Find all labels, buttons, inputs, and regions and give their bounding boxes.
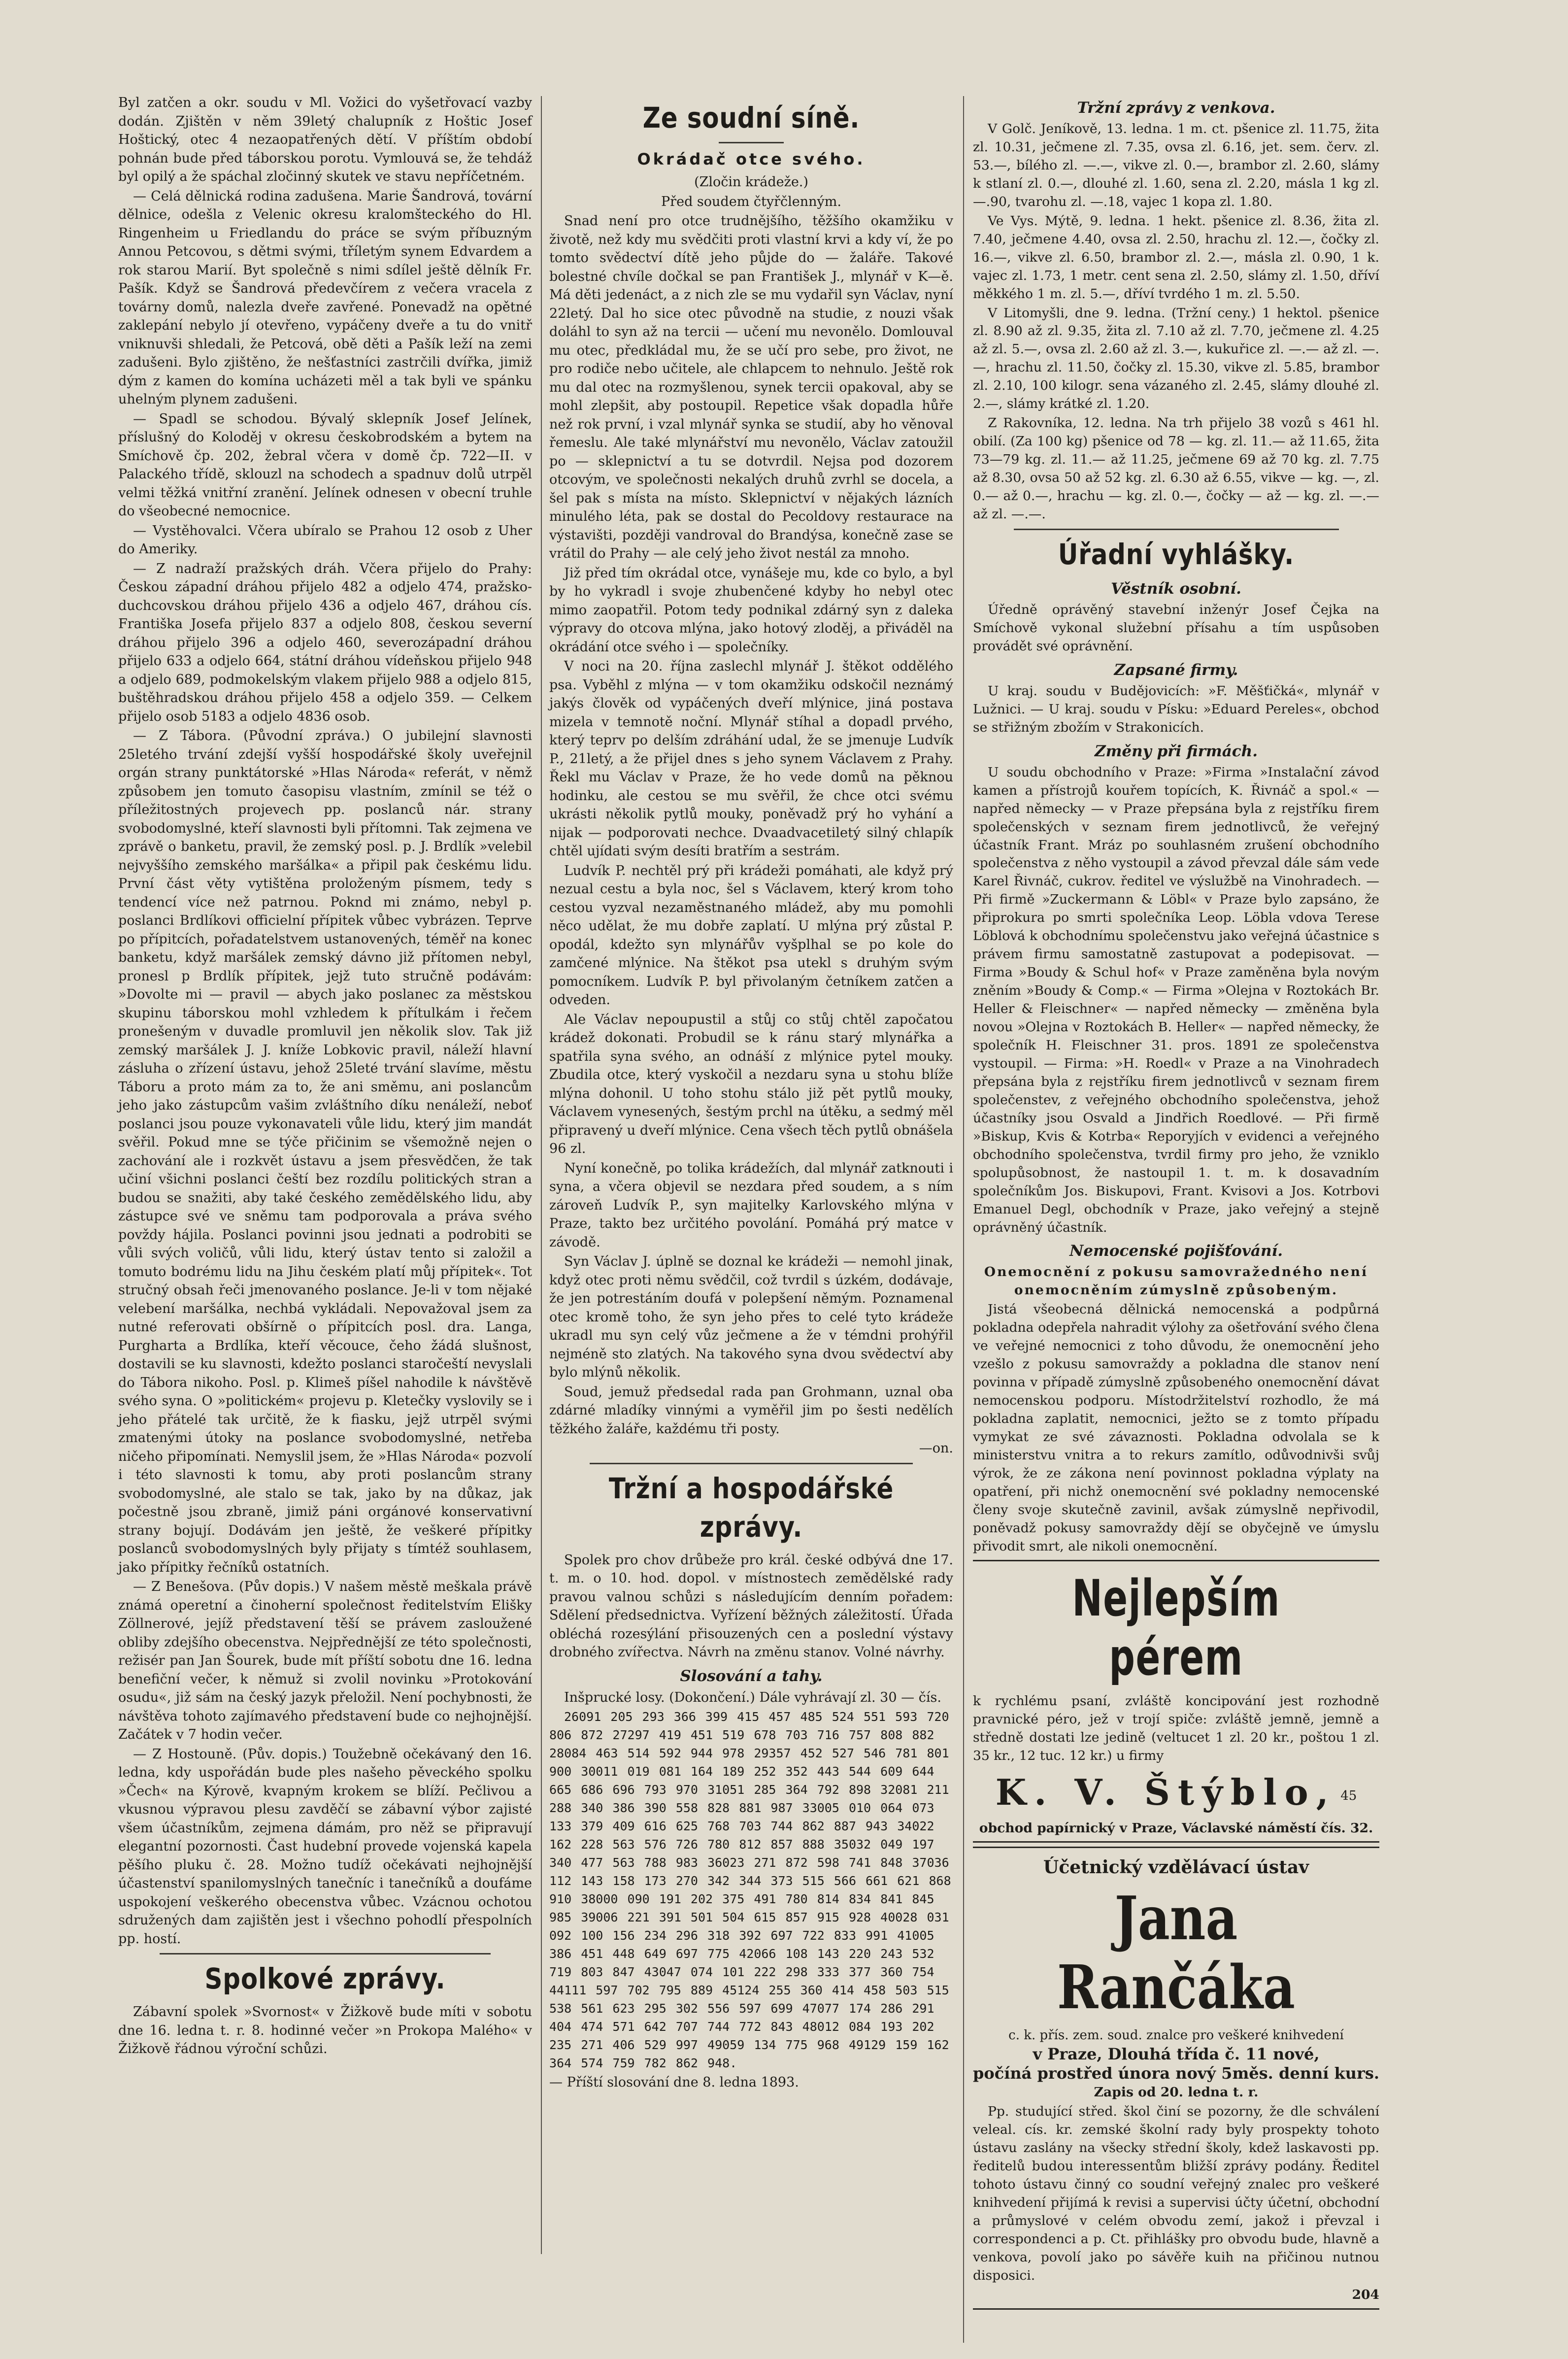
ad-number: 204 — [1352, 2287, 1379, 2302]
news-item-hostoun: — Z Hostouně. (Pův. dopis.) Toužebně očekávaný den 16. ledna, kdy uspořádán bude ples našeho pěveckého spolku »Čech« na Kýrově, kvapným krokem se blíží. Pečlivou a vkusnou výpravou plesu zavděčí se zábavní výbor zajisté všem účastníkům, zejmena dámám, pro něž se připravují elegantní pozornosti. Čast hudební provede vojenská kapela pěšího pluku č. 28. Možno tudíž očekávati nejhojnější účastenství spanilomyslných tanečníc i tanečníků a doufáme uspokojení veškerého obecenstva vůbec. Vzácnou ochotou sdružených dam zajištěn jest i všechno pohodlí přespolních pp. hostí. — [118, 1746, 532, 1947]
article-paragraph: V noci na 20. října zaslechl mlynář J. štěkot oddělého psa. Vyběhl z mlýna — v tom okamžiku odskočil neznámý jakýs člověk od vypáčených dveří mlýnice, jiná postava mizela v temnotě noční. Mlynář stíhal a dopadl prvého, který teprv po delším zdráhání udal, že se jmenuje Ludvík P., 21letý, a že přijel dnes s jeho synem Václavem z Prahy. Řekl mu Václav v Praze, že ho vede domů na pěknou hodinku, ale cestou se mu svěřil, že chce otci svému ukrásti několik pytlů mouky, poněvadž prý ho vyhání a nijak — podporovati nechce. Dvaadvacetiletý silný chlapík chtěl ujídati svým desíti bratřím a sestrám. — [549, 659, 953, 859]
notice-paragraph: Jistá všeobecná dělnická nemocenská a podpůrná pokladna odepřela nahradit výlohy za ošetřování svého člena ve veřejné nemocnici z toho důvodu, že onemocnění jeho vzešlo z pokusu samovraždy a pokladna dle stanov není povinna v případě zúmyslně způsobeného onemocnění dávat nemocenskou podporu. Místodržitelství rozhodlo, že má pokladna zaplatit, nemocnici, ježto se z tomto případu vymykat ze své závaznosti. Pokladna odvolala se k ministerstvu vnitra a to rekurs zamítlo, odůvodnivši svůj výrok, že ze zákona není povinnost pokladna výplaty na opatření, při nichž onemocnění své pokladny nemocenské členy svoje skutečně zavinil, avšak zúmyslně nepřivodil, poněvadž pokusy samovraždy dějí se obyčejně ve úmyslu přivodit smrt, ale nikoli onemocnění. — [973, 1302, 1379, 1554]
lottery-intro: Inšprucké losy. (Dokončení.) Dále vyhrávají zl. 30 — čís. — [564, 1689, 941, 1705]
news-item-tabor: — Z Tábora. (Původní zpráva.) O jubilejní slavnosti 25letého trvání zdejší vyšší hospodářské školy uveřejnil orgán strany punktátorské »Hlas Národa« referát, v němž způsobem jen tomuto časopisu vlastním, zmínil se též o příležitostných projevech pp. poslanců nár. strany svobodomyslné, kteří slavnosti byli přítomni. Tak zejmena ve zprávě o banketu, pravil, že zemský posl. p. J. Brdlík »velebil nejvyššího zemského maršálka« a připil pak českému lidu. První část věty vytištěna proloženým písmem, tedy s tendencí více než patrnou. Poknd mi známo, nebyl p. poslanci Brdlíkovi officielní přípitek vůbec vybrázen. Teprve po přípitcích, pořadatelstvem ustanovených, téměř na konec banketu, když maršálek zemský dávno již přítomen nebyl, pronesl p Brdlík přípitek, jejž tuto stručně podávám: »Dovolte mi — pravil — abych jako poslanec za městskou skupinu táborskou mohl vzhledem k přítulkám i řečem pronešeným v duvadle promluvil jen několik slov. Tak již zemský maršálek J. J. kníže Lobkovic pravil, náleží hlavní zásluha o zřízení ústavu, jehož 25leté trvání slavíme, městu Táboru a proto mám za to, že ani směmu, ani poslancům jeho jako zástupcům vašim zvláštního díku nenáleží, neboť poslanci jsou pouze vykonavateli vůle lidu, který jim mandát svěřil. Pokud mne se týče přičinim se všemožně nejen o zachování ale i rozkvět ústavu a jsem přesvědčen, že tak učiní všichni poslanci čeští bez rozdílu politických stran a budou se snažiti, aby také českého zemědělského lidu, aby zástupce své ve sněmu tam podporovala a práva svého povždy hájila. Poslanci povinni jsou jednati a podrobiti se vůli svých voličů, vůli lidu, který ústav tento si založil a tomuto bodrému lidu na Jihu českém platí můj přípitek«. Tot stručný obsah řeči jmenovaného poslance. Je-li v tom nějaké velebení maršálka, nechbá vykládali. Nepovažoval jsem za nutné referovati obšírně o přípitcích posl. dra. Langa, Purgharta a Brdlíka, kteří věcouce, čeho žádá slušnost, dostavili se ku slavnosti, kdežto poslanci staročeští nevyslali do Tábora nikoho. Posl. p. Klimeš píšel nahodile k návštěvě svého syna. O »politickém« projevu p. Kletečky vyslovily se i jeho přátelé tak určitě, že k fiasku, jejž utrpěl svými zmatenými útoky na poslance svobodomyslné, netřeba ničeho připomínati. Nemyslil jsem, že »Hlas Národa« pozvolí i této slavnosti k tomu, aby proti poslancům strany svobodomyslné, ale stalo se tak, jako by na důkaz, jak počestně jsou zbraně, jimiž páni orgánové konservativní strany bojují. Dodávám jen ještě, že veškeré přípitky poslanců svobodomyslných byly přijaty s tímtéž souhlasem, jako přípitky řečníků ostatních. — [118, 728, 532, 1575]
section-heading-spolkove: Spolkové zprávy. — [204, 1962, 446, 1995]
column-left — [118, 94, 532, 2340]
ad-headline: Jana Rančáka — [1057, 1883, 1295, 2023]
section-heading-official: Úřadní vyhlášky. — [1058, 537, 1295, 571]
article-paragraph: Již před tím okrádal otce, vynášeje mu, kde co bylo, a byl by ho vykradl i svoje zhubenčené kdyby ho nebyl otec mimo zaopatřil. Potom tedy podnikal zdárný syn z daleka výpravy do otcova mlýna, jako hotový zloděj, a přiváděl na okrádání otce svého i — společníky. — [549, 565, 953, 655]
ad-headline: Nejlepším pérem — [1072, 1569, 1280, 1687]
article-paragraph: Soud, jemuž předsedal rada pan Grohmann, uznal oba zdárné mladíky vinnými a vyměřil jim po šesti nedělích těžkého žaláře, každému tři posty. — [549, 1384, 953, 1437]
news-item-family-suffocated: — Celá dělnická rodina zadušena. Marie Šandrová, tovární dělnice, odešla z Velenic okresu kralomšteckého do Hl. Ringenheim u Friedlandu do práce se svým příbuzným Annou Petcovou, s dětmi svými, tříletým synem Edvardem a rok starou Marií. Byt společně s nimi sdílel ještě dělník Fr. Pašík. Když se Šandrová předevčírem z večera vracela z továrny domů, nalezla dveře zavřené. Ponevadž na opětné zaklepání nebylo jí otevřeno, vypáčeny dveře a tu do vnitř vniknuvši shledali, že Petcová, obě děti a Pašík leží na zemi zadušeni. Bylo zjištěno, že nešťastníci zastrčili dvířka, jimiž dým z kamen do komína ucházeti měl a tak byli ve spánku uhelným plynem zadušeni. — [118, 188, 532, 407]
ad-line: v Praze, Dlouhá třída č. 11 nové, — [1033, 2045, 1320, 2064]
advertisement-rancak — [973, 1847, 1379, 2309]
market-report: Z Rakovníka, 12. ledna. Na trh přijelo 38 vozů s 461 hl. obilí. (Za 100 kg) pšenice od 78 — kg. zl. 11.— až 11.65, žita 73—79 kg. zl. 11.— až 11.25, ječmene 69 až 70 kg. zl. 7.75 až 8.30, ovsa 50 až 52 kg. zl. 6.30 až 6.55, vikve — kg. —, zl. 0.— až 0.—, hrachu — kg. zl. 0.—, čočky — až — kg. zl. —.— až zl. —.—. — [973, 415, 1379, 522]
ad-text: Pp. studující střed. škol činí se pozorny, že dle schválení veleal. cís. kr. zemské školní rady byly prospekty tohoto ústavu zaslány na všecky střední školy, kdež laskavosti pp. ředitelů budou interessentům bližší zprávy podány. Ředitel tohoto ústavu činný co soudní veřejný znalec pro veškeré knihvedení přijímá k revisi a supervisi účty účetní, obchodní a průmyslové v celém obvodu zemí, jakož i převzal i correspondenci a p. Ct. přihlášky pro obvodu bude, hlavně a venkova, povolí jako po sávěře kuih na přičinou nutnou disposici. — [973, 2104, 1379, 2283]
lottery-numbers: 26091 205 293 366 399 415 457 485 524 551 593 720 806 872 27297 419 451 519 678 703 716 757 808 882 28084 463 514 592 944 978 29357 452 527 546 781 801 900 30011 019 081 164 189 252 352 443 544 609 644 665 686 696 793 970 31051 285 364 792 898 32081 211 288 340 386 390 558 828 881 987 33005 010 064 073 133 379 409 616 625 768 703 744 862 887 943 34022 162 228 563 576 726 780 812 857 888 35032 049 197 340 477 563 788 983 36023 271 872 598 741 848 37036 112 143 158 173 270 342 344 373 515 566 661 621 868 910 38000 090 191 202 375 491 780 814 834 841 845 985 39006 221 391 501 504 615 857 915 928 40028 031 092 100 156 234 296 318 392 697 722 833 991 41005 386 451 448 649 697 775 42066 108 143 220 243 532 719 803 847 43047 074 101 222 298 333 377 360 754 44111 597 702 795 889 45124 255 360 414 458 503 515 538 561 623 295 302 556 597 699 47077 174 286 291 404 474 571 642 707 744 772 843 48012 084 193 202 235 271 406 529 997 49059 134 775 968 49129 159 162 364 574 759 782 862 948. — [549, 1710, 951, 2070]
subheading-firm-changes: Změny při firmách. — [1094, 742, 1258, 760]
article-paragraph: Ludvík P. nechtěl prý při krádeži pomáhati, ale když prý nezual cestu a byla noc, šel s Václavem, který krom toho cestou vyzval nezaměstnaného mládež, aby mu pomohli něco udělat, že mu dobře zaplatí. U mlýna prý zůstal P. opodál, kdežto syn mlynářův vyšplhal se po kole do zamčené mlýnice. Na štěkot psa utekl s druhým svým pomocníkem. Ludvík P. byl přivolaným četníkem zatčen a odveden. — [549, 863, 953, 1008]
notice-paragraph: U soudu obchodního v Praze: »Firma »Instalační závod kamen a přístrojů kouřem topících, K. Řivnáč a spol.« — napřed německy — v Praze přepsána byla z rejstříku firem společenských v seznam firem jednotlivců, že veřejný účastník Frant. Mráz po souhlasném zrušení obchodního společenstva z něho vystoupil a závod převzal dále sám vede Karel Řivnáč, cukrov. ředitel ve výslužbě na Vinohradech. — Při firmě »Zuckermann & Löbl« v Praze bylo zapsáno, že připrokura po smrti společníka Leop. Löbla vdova Terese Löblová k obchodnímu společenstvu jako veřejná účastnice s právem firmu samostatně zastupovat a podepisovat. — Firma »Boudy & Schul hof« v Praze zaměněna byla novým zněním »Boudy & Comp.« — Firma »Olejna v Roztokách Br. Heller & Fleischner« — napřed německy — změněna byla novou »Olejna v Roztokách B. Heller« — napřed německy, že společník H. Fleischner 31. pros. 1891 ze společenstva vystoupil. — Firma: »H. Roedl« v Praze a na Vinohradech přepsána byla z rejstříku firem jednotlivců v seznam firem společenstev, z veřejného obchodního společenstva, jehož účastníky jsou Osvald a Jindřich Roedlové. — Při firmě »Biskup, Kvis & Kotrba« Reporyjích v evidenci a veřejného obchodního společenstva, tvrdil firmy pro jeho, že vzniklo spolupůsobnost, že nastoupil 1. t. m. k dosavadním společníkům Jos. Biskupovi, Frant. Kvisovi a Jos. Kotrbovi Emanuel Degl, obchodník v Praze, jako veřejný a stejně oprávněný účastník. — [973, 764, 1379, 1235]
news-item-poultry: Spolek pro chov drůbeže pro král. české odbývá dne 17. t. m. o 10. hod. dopol. v místnostech zemědělské rady pravou valnou schůzi s následujícím denním pořadem: Sdělení předsednictva. Vyřízení běžných záležitostí. Úřada obléchá rozesýlání přisouzených cen a poslední výstavy drobného zvířectva. Návrh na změnu stanov. Volné návrhy. — [549, 1552, 953, 1660]
article-paragraph: Byl zatčen a okr. soudu v Ml. Vožici do vyšetřovací vazby dodán. Zjištěn v něm 39letý chalupník z Hoštic Josef Hoštický, otec 4 nezaopatřených dětí. V příštím období pohnán bude před táborskou porotu. Vymlouvá se, že tehdáž byl opilý a že spáchal zločinný skutek ve stavu nepříčetném. — [118, 95, 532, 184]
notice-paragraph: Úředně oprávěný stavební inženýr Josef Čejka na Smíchově vykonal služební přísahu a tím uspůsoben provádět své oprávnění. — [973, 602, 1379, 654]
news-item-emigrants: — Vystěhovalci. Včera ubíralo se Prahou 12 osob z Uher do Ameriky. — [118, 523, 532, 557]
article-signoff: —on. — [919, 1441, 953, 1456]
ad-line: počíná prostřed února nový 5měs. denní kurs. — [973, 2064, 1379, 2083]
advertisement-styblo — [973, 1560, 1379, 1843]
lottery-end: — Příští slosování dne 8. ledna 1893. — [549, 2075, 799, 2090]
article-court: Před soudem čtyřčlenným. — [661, 194, 841, 209]
column-divider — [963, 96, 964, 2343]
ad-firm-name: K. V. Štýblo, — [995, 1771, 1336, 1813]
section-divider — [590, 1463, 913, 1464]
article-paragraph: Syn Václav J. úplně se doznal ke krádeži — nemohl jinak, když otec proti němu svědčil, což tvrdil s úzkém, dodávaje, že jen potrestáním doufá v polepšení němým. Poznamenal otec kromě toho, že syn jeho přes to celé tyto krádeže ukradl mu syn celý vůz ječmene a že v témdni prohýřil nejméně sto zlatých. Na takového syna dvou svědectví aby bylo mlýnů několik. — [549, 1254, 953, 1380]
heading-rule — [719, 142, 783, 143]
insurance-subtitle: Onemocnění z pokusu samovražedného není onemocněním zúmyslně způsobeným. — [984, 1264, 1368, 1298]
section-heading-country-markets: Tržní zprávy z venkova. — [1077, 99, 1275, 117]
market-report: V Golč. Jeníkově, 13. ledna. 1 m. ct. pšenice zl. 11.75, žita zl. 10.31, ječmene zl. 7.35, ovsa zl. 6.16, jet. sem. červ. zl. 53.—, bílého zl. —.—, vikve zl. 0.—, brambor zl. 2.60, slámy k stlaní zl. 0.—, dlouhé zl. 1.60, sena zl. 2.20, másla 1 kg zl. —.90, tvarohu zl. —.18, vajec 1 kopa zl. 1.80. — [973, 121, 1379, 209]
section-heading-market: Tržní a hospodářské zprávy. — [608, 1471, 894, 1544]
subheading-firms: Zapsané firmy. — [1114, 661, 1238, 679]
ad-line: Zapis od 20. ledna t. r. — [1094, 2085, 1259, 2100]
section-heading-court: Ze soudní síně. — [642, 101, 860, 135]
article-title: Okrádač otce svého. — [637, 150, 866, 168]
column-right — [973, 94, 1379, 2340]
ad-line: c. k. přís. zem. soud. znalce pro veškeré knihvedení — [1008, 2028, 1344, 2043]
market-report: Ve Vys. Mýtě, 9. ledna. 1 hekt. pšenice zl. 8.36, žita zl. 7.40, ječmene 4.40, ovsa zl. 2.50, hrachu zl. 12.—, čočky zl. 16.—, vikve zl. 6.50, brambor zl. 2.—, másla zl. 0.90, 1 k. vajec zl. 1.73, 1 metr. cent sena zl. 2.50, slámy zl. 1.50, dříví měkkého 1 m. zl. 5.—, dříví tvrdého 1 m. zl. 5.50. — [973, 213, 1379, 302]
article-paragraph: Ale Václav nepoupustil a stůj co stůj chtěl započatou krádež dokonati. Probudil se k ránu starý mlynářka a spatřila syna svého, an odnáší z mlýnice pytel mouky. Zbudila otce, který vyskočil a nezdaru syna u stohu blíže mlýna dohonil. U toho stohu stálo již pět pytlů mouky, Václavem vynesených, šestým prchl na útěku, a sedmý měl připravený u dveří mlýnice. Cena všech těch pytlů obnášela 96 zl. — [549, 1011, 953, 1156]
subheading-insurance: Nemocenské pojišťování. — [1069, 1242, 1283, 1260]
ad-address: obchod papírnický v Praze, Václavské náměstí čís. 32. — [979, 1820, 1373, 1836]
column-divider — [541, 96, 542, 2254]
news-item-svornost: Zábavní spolek »Svornost« v Žižkově bude míti v sobotu dne 16. ledna t. r. 8. hodinné večer »n Prokopa Malého« v Žižkově řádnou výroční schůzi. — [118, 2004, 532, 2056]
subheading-personal: Věstník osobní. — [1111, 579, 1241, 598]
column-middle — [549, 94, 953, 2242]
article-paragraph: Snad není pro otce trudnějšího, těžšího okamžiku v životě, než kdy mu svědčiti proti vlastní krvi a kdy ví, že po tomto svědectví dítě jeho půjde do — žaláře. Takové bolestné chvíle dočkal se pan František J., mlynář v K—ě. Má děti jedenáct, a z nich zle se mu vydařil syn Václav, nyní 22letý. Dal ho sice otec původně na studie, z nouzi však doláhl to syn až na tercii — učení mu nevonělo. Domlouval mu otec, předkládal mu, že se učí pro sebe, pro život, ne pro rodiče nebo učitele, ale chlapcem to nehnulo. Ještě rok mu dal otec na rozmyšlenou, synek tercii opakoval, aby se mohl zlepšit, aby postoupil. Repetice však dopadla hůře než rok první, i vzal mlynář synka se studií, aby ho věnoval řemeslu. Ale také mlynářství mu nevonělo, Václav zatoužil po — sklepnictví a tu se dotvrdil. Nejsa pod dozorem otcovým, ve společnosti nekalých druhů zvrhl se docela, a šel pak s místa na místo. Sklepnictví v nějakých lázních minulého léta, pak se dostal do Pecoldovy restaurace na výstavišti, později vandroval do Brandýsa, konečně zase se vrátil do Prahy — ale celý jeho život nestál za mnoho. — [549, 213, 953, 561]
ad-text: k rychlému psaní, zvláště koncipování jest rozhodně pravnické péro, jež v trojí spiče: zvláště jemně, jemně a středně dostati lze jedině (veltucet 1 zl. 20 kr., poštou 1 zl. 35 kr., 12 tuc. 12 kr.) u firmy — [973, 1693, 1379, 1763]
section-divider — [160, 1953, 491, 1955]
news-item-benesov: — Z Benešova. (Pův dopis.) V našem městě meškala právě známá operetní a činoherní společnost ředitelstvím Elišky Zöllnerové, jejíž představení těší se právem zasloužené obliby zdejšího obecenstva. Nejpřednější ze této společnosti, režisér pan Jan Šourek, bude mít příští sobotu dne 16. ledna benefiční večer, k němuž si zvolil novinku »Protokování osudu«, již sám na český jazyk přeložil. Není pochybnosti, že návštěva tohoto zajímavého představení bude co nejhojnější. Začátek v 7 hodin večer. — [118, 1579, 532, 1742]
article-subtitle: (Zločin krádeže.) — [694, 174, 808, 190]
ad-top: Účetnický vzdělávací ústav — [1043, 1857, 1309, 1878]
article-paragraph: Nyní konečně, po tolika krádežích, dal mlynář zatknouti i syna, a včera objevil se nezdara před soudem, a s ním zároveň Ludvík P., syn majitelky Karlovského mlýna v Praze, takto bez určitého povolání. Pomáhá prý matce v závodě. — [549, 1160, 953, 1250]
market-report: V Litomyšli, dne 9. ledna. (Tržní ceny.) 1 hektol. pšenice zl. 8.90 až zl. 9.35, žita zl. 7.10 až zl. 7.70, ječmene zl. 4.25 až zl. 5.—, ovsa zl. 2.60 až zl. 3.—, kukuřice zl. —.— až zl. —.—, hrachu zl. 11.50, čočky zl. 15.30, vikve zl. 5.85, brambor zl. 2.10, 100 kilogr. sena vázaného zl. 2.45, slámy dlouhé zl. 2.—, slámy krátké zl. 1.20. — [973, 305, 1379, 412]
ad-name-row — [973, 1770, 1379, 1815]
news-item-fall: — Spadl se schodou. Bývalý sklepník Josef Jelínek, příslušný do Koloděj v okresu českobrodském a bytem na Smíchově čp. 202, žebral včera v domě čp. 722—II. v Palackého třídě, sklouzl na schodech a spadnuv dolů utrpěl velmi těžká vnitřní zranění. Jelínek odnesen v obecní truhle do všeobecné nemocnice. — [118, 411, 532, 519]
section-divider — [1014, 529, 1339, 530]
ad-number: 45 — [1340, 1788, 1357, 1803]
news-item-railways: — Z nadraží pražských dráh. Včera přijelo do Prahy: Českou západní dráhou přijelo 482 a odjelo 474, pražsko-duchcovskou dráhou přijelo 436 a odjelo 467, dráhou cís. Františka Josefa přijelo 837 a odjelo 808, českou severní dráhou přijelo 396 a odjelo 460, severozápadní dráhou přijelo 633 a odjelo 664, státní dráhou vídeňskou přijelo 948 a odjelo 689, podmokelským vlakem přijelo 988 a odjelo 815, buštěhradskou dráhou přijelo 458 a odjelo 359. — Celkem přijelo osob 5183 a odjelo 4836 osob. — [118, 561, 532, 724]
section-heading-lottery: Slosování a tahy. — [680, 1667, 823, 1685]
notice-paragraph: U kraj. soudu v Budějovicích: »F. Měšťičká«, mlynář v Lužnici. — U kraj. soudu v Písku: »Eduard Pereles«, obchod se střižným zbožím v Strakonicích. — [973, 683, 1379, 735]
